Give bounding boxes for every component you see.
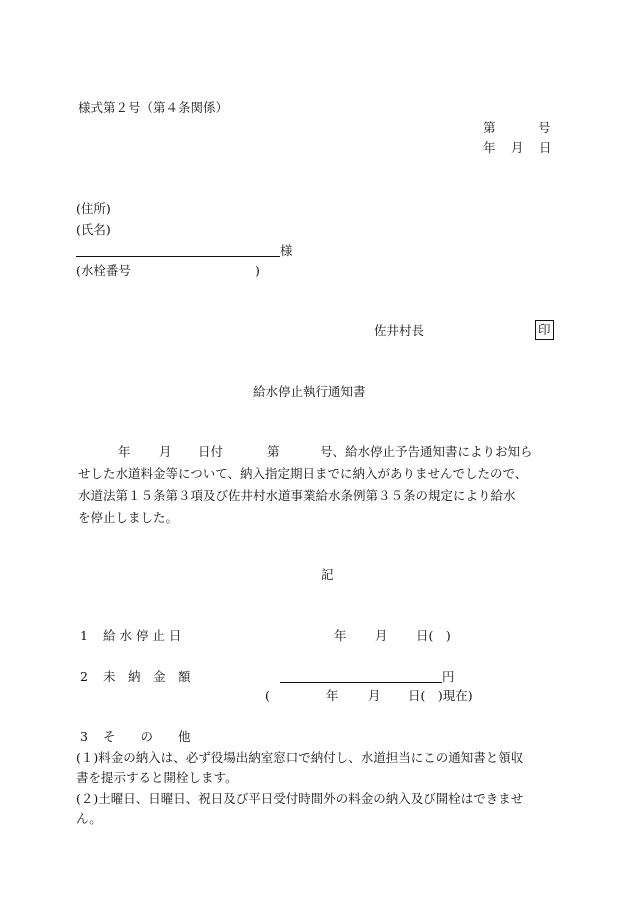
seal-box: 印 [535, 320, 554, 340]
item1-month: 月 [375, 628, 388, 643]
item2-year: 年 [326, 688, 339, 703]
item1-no: 1 [80, 628, 88, 643]
item2-paren-open: ( [265, 688, 270, 703]
body-line1-rest: 号、給水停止予告通知書によりお知ら [320, 444, 533, 459]
date-day: 日 [539, 140, 552, 155]
item2-no: 2 [80, 669, 88, 684]
body-year: 年 [118, 444, 131, 459]
note2-line1: (２)土曜日、日曜日、祝日及び平日受付時間外の料金の納入及び開栓はできませ [76, 791, 524, 806]
item1-day: 日( ) [416, 628, 451, 643]
body-line4: を停止しました。 [78, 510, 179, 525]
item2-month: 月 [368, 688, 381, 703]
note2-line2: ん。 [76, 811, 102, 826]
note1-line2: 書を提示すると開栓します。 [76, 770, 238, 785]
honorific: 様 [280, 243, 293, 258]
item3-label: そ の 他 [103, 729, 191, 744]
item1-year: 年 [334, 628, 347, 643]
item3-no: 3 [80, 729, 88, 744]
item2-label: 未 納 金 額 [103, 669, 191, 684]
meter-close: ) [255, 263, 260, 278]
recipient-name-line [76, 241, 293, 261]
name-label: (氏名) [76, 222, 111, 237]
address-label: (住所) [76, 201, 111, 216]
note1-line1: (１)料金の納入は、必ず役場出納室窓口で納付し、水道担当にこの通知書と領収 [76, 750, 524, 765]
amount-underline [280, 667, 442, 683]
body-line2: せした水道料金等について、納入指定期日までに納入がありませんでしたので、 [78, 466, 528, 481]
name-underline [76, 241, 280, 257]
meter-label: (水栓番号 [76, 263, 131, 278]
body-no: 第 [267, 444, 280, 459]
date-year: 年 [483, 140, 496, 155]
issuer-title: 佐井村長 [374, 323, 425, 338]
item1-label: 給 水 停 止 日 [103, 628, 182, 643]
date-month: 月 [511, 140, 524, 155]
ki-heading: 記 [321, 567, 334, 582]
form-label: 様式第２号（第４条関係） [78, 100, 229, 115]
number-suffix: 号 [538, 120, 551, 135]
doc-title: 給水停止執行通知書 [253, 384, 366, 399]
body-month: 月 [159, 444, 172, 459]
item2-amount-line [280, 667, 455, 687]
item2-day-now: 日( )現在) [408, 688, 473, 703]
body-line3: 水道法第１５条第３項及び佐井村水道事業給水条例第３５条の規定により給水 [78, 488, 516, 503]
currency: 円 [442, 669, 455, 684]
body-day: 日付 [198, 444, 224, 459]
number-prefix: 第 [483, 120, 496, 135]
